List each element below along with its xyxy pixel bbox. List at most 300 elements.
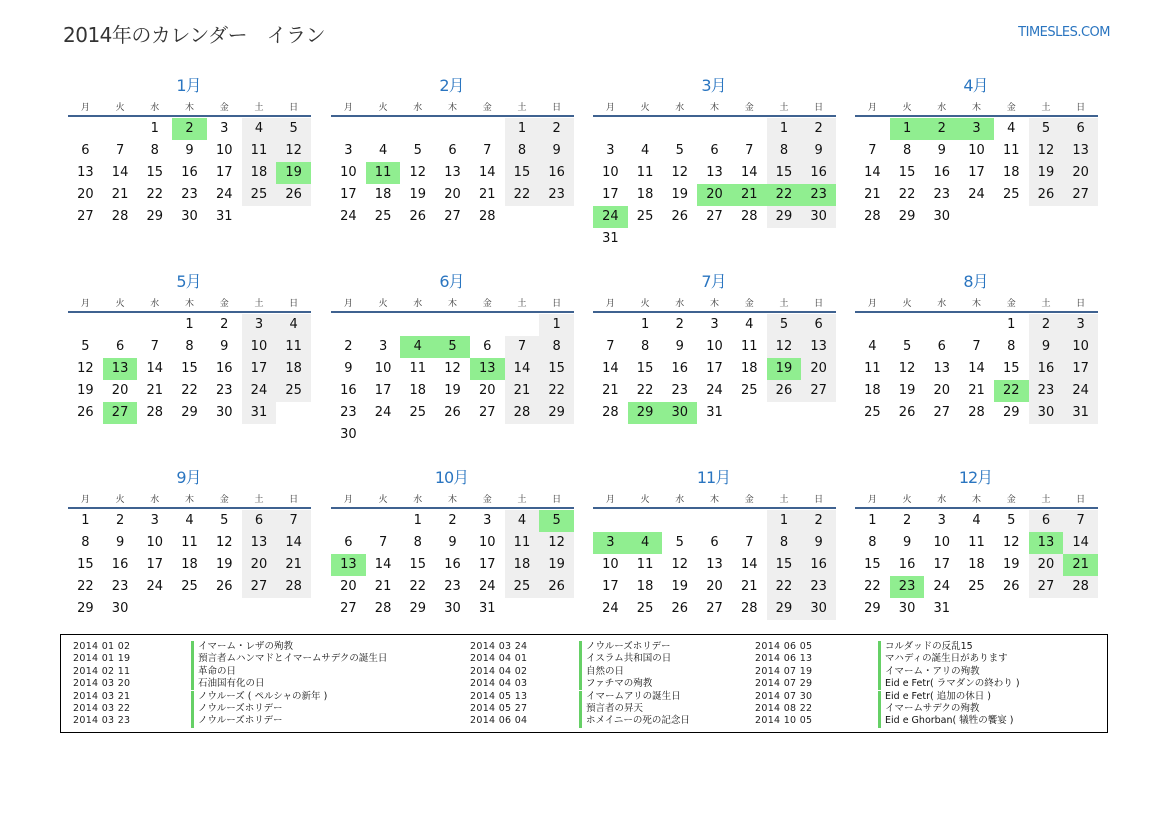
day-cell[interactable]: 15 xyxy=(146,165,164,180)
day-cell[interactable]: 20 xyxy=(1063,162,1098,184)
day-cell[interactable]: 7 xyxy=(745,535,754,550)
day-cell[interactable]: 27 xyxy=(706,601,723,616)
day-cell[interactable]: 25 xyxy=(864,405,881,420)
day-cell[interactable]: 2 xyxy=(344,339,353,354)
day-cell[interactable]: 4 xyxy=(242,118,277,140)
day-cell[interactable]: 26 xyxy=(276,184,311,206)
day-cell[interactable]: 14 xyxy=(968,361,985,376)
day-cell[interactable]: 3 xyxy=(593,532,628,554)
day-cell[interactable]: 11 xyxy=(366,162,401,184)
day-cell[interactable]: 23 xyxy=(539,184,574,206)
day-cell[interactable]: 17 xyxy=(1063,358,1098,380)
day-cell[interactable]: 14 xyxy=(602,361,619,376)
day-cell[interactable]: 20 xyxy=(111,383,129,398)
day-cell[interactable]: 18 xyxy=(505,554,540,576)
day-cell[interactable]: 5 xyxy=(1007,513,1016,528)
day-cell[interactable]: 12 xyxy=(444,361,461,376)
day-cell[interactable]: 2 xyxy=(902,513,912,528)
day-cell[interactable]: 23 xyxy=(933,187,951,202)
day-cell[interactable]: 29 xyxy=(181,405,198,420)
day-cell[interactable]: 13 xyxy=(1063,140,1098,162)
day-cell[interactable]: 18 xyxy=(864,383,881,398)
day-cell[interactable]: 27 xyxy=(103,402,138,424)
day-cell[interactable]: 2 xyxy=(448,513,457,528)
day-cell[interactable]: 27 xyxy=(706,209,723,224)
day-cell[interactable]: 19 xyxy=(671,187,689,202)
day-cell[interactable]: 16 xyxy=(1029,358,1064,380)
day-cell[interactable]: 20 xyxy=(933,383,951,398)
day-cell[interactable]: 8 xyxy=(413,535,422,550)
day-cell[interactable]: 27 xyxy=(242,576,277,598)
day-cell[interactable]: 23 xyxy=(444,579,461,594)
day-cell[interactable]: 1 xyxy=(767,510,802,532)
day-cell[interactable]: 3 xyxy=(378,339,388,354)
day-cell[interactable]: 24 xyxy=(968,187,985,202)
day-cell[interactable]: 12 xyxy=(77,361,94,376)
day-cell[interactable]: 30 xyxy=(181,209,198,224)
day-cell[interactable]: 27 xyxy=(933,405,951,420)
day-cell[interactable]: 21 xyxy=(111,187,129,202)
day-cell[interactable]: 16 xyxy=(933,165,951,180)
day-cell[interactable]: 27 xyxy=(801,380,836,402)
day-cell[interactable]: 21 xyxy=(740,579,758,594)
day-cell[interactable]: 27 xyxy=(444,209,461,224)
day-cell[interactable]: 19 xyxy=(77,383,94,398)
day-cell[interactable]: 10 xyxy=(602,165,619,180)
day-cell[interactable]: 23 xyxy=(801,184,836,206)
day-cell[interactable]: 4 xyxy=(628,532,663,554)
day-cell[interactable]: 6 xyxy=(242,510,277,532)
day-cell[interactable]: 3 xyxy=(242,314,277,336)
day-cell[interactable]: 27 xyxy=(1063,184,1098,206)
day-cell[interactable]: 5 xyxy=(435,336,470,358)
day-cell[interactable]: 22 xyxy=(409,579,427,594)
day-cell[interactable]: 4 xyxy=(378,143,388,158)
day-cell[interactable]: 13 xyxy=(801,336,836,358)
day-cell[interactable]: 24 xyxy=(215,187,233,202)
day-cell[interactable]: 29 xyxy=(628,402,663,424)
day-cell[interactable]: 13 xyxy=(706,557,723,572)
day-cell[interactable]: 12 xyxy=(671,557,689,572)
day-cell[interactable]: 28 xyxy=(602,405,619,420)
day-cell[interactable]: 23 xyxy=(890,576,925,598)
day-cell[interactable]: 17 xyxy=(215,165,233,180)
day-cell[interactable]: 23 xyxy=(215,383,233,398)
day-cell[interactable]: 1 xyxy=(413,513,422,528)
day-cell[interactable]: 2 xyxy=(172,118,207,140)
day-cell[interactable]: 9 xyxy=(675,339,684,354)
day-cell[interactable]: 22 xyxy=(864,579,881,594)
day-cell[interactable]: 21 xyxy=(864,187,881,202)
day-cell[interactable]: 6 xyxy=(115,339,125,354)
day-cell[interactable]: 9 xyxy=(115,535,125,550)
day-cell[interactable]: 10 xyxy=(478,535,496,550)
day-cell[interactable]: 28 xyxy=(740,601,758,616)
day-cell[interactable]: 15 xyxy=(77,557,94,572)
day-cell[interactable]: 2 xyxy=(801,118,836,140)
day-cell[interactable]: 28 xyxy=(505,402,540,424)
day-cell[interactable]: 21 xyxy=(478,187,496,202)
day-cell[interactable]: 4 xyxy=(745,317,754,332)
day-cell[interactable]: 17 xyxy=(242,358,277,380)
day-cell[interactable]: 19 xyxy=(444,383,461,398)
day-cell[interactable]: 1 xyxy=(868,513,877,528)
day-cell[interactable]: 26 xyxy=(77,405,94,420)
day-cell[interactable]: 22 xyxy=(505,184,540,206)
day-cell[interactable]: 23 xyxy=(1029,380,1064,402)
day-cell[interactable]: 6 xyxy=(81,143,90,158)
day-cell[interactable]: 15 xyxy=(539,358,574,380)
day-cell[interactable]: 6 xyxy=(937,339,946,354)
day-cell[interactable]: 10 xyxy=(968,143,985,158)
day-cell[interactable]: 11 xyxy=(181,535,198,550)
day-cell[interactable]: 6 xyxy=(1029,510,1064,532)
day-cell[interactable]: 7 xyxy=(745,143,754,158)
day-cell[interactable]: 7 xyxy=(868,143,877,158)
day-cell[interactable]: 21 xyxy=(602,383,619,398)
day-cell[interactable]: 21 xyxy=(1063,554,1098,576)
day-cell[interactable]: 25 xyxy=(1002,187,1020,202)
day-cell[interactable]: 20 xyxy=(340,579,357,594)
day-cell[interactable]: 20 xyxy=(697,184,732,206)
day-cell[interactable]: 24 xyxy=(374,405,392,420)
day-cell[interactable]: 12 xyxy=(1029,140,1064,162)
day-cell[interactable]: 23 xyxy=(111,579,129,594)
day-cell[interactable]: 15 xyxy=(505,162,540,184)
day-cell[interactable]: 29 xyxy=(146,209,164,224)
day-cell[interactable]: 7 xyxy=(276,510,311,532)
day-cell[interactable]: 25 xyxy=(374,209,392,224)
day-cell[interactable]: 25 xyxy=(181,579,198,594)
day-cell[interactable]: 11 xyxy=(968,535,985,550)
day-cell[interactable]: 7 xyxy=(115,143,125,158)
day-cell[interactable]: 11 xyxy=(864,361,881,376)
day-cell[interactable]: 4 xyxy=(972,513,981,528)
day-cell[interactable]: 2 xyxy=(801,510,836,532)
day-cell[interactable]: 3 xyxy=(937,513,946,528)
day-cell[interactable]: 31 xyxy=(933,601,951,616)
day-cell[interactable]: 14 xyxy=(864,165,881,180)
day-cell[interactable]: 11 xyxy=(409,361,427,376)
day-cell[interactable]: 13 xyxy=(470,358,505,380)
day-cell[interactable]: 14 xyxy=(1063,532,1098,554)
day-cell[interactable]: 30 xyxy=(444,601,461,616)
day-cell[interactable]: 22 xyxy=(539,380,574,402)
day-cell[interactable]: 4 xyxy=(400,336,435,358)
day-cell[interactable]: 26 xyxy=(1002,579,1020,594)
day-cell[interactable]: 1 xyxy=(1007,317,1016,332)
day-cell[interactable]: 24 xyxy=(602,601,619,616)
day-cell[interactable]: 15 xyxy=(898,165,916,180)
day-cell[interactable]: 19 xyxy=(1002,557,1020,572)
day-cell[interactable]: 26 xyxy=(409,209,427,224)
day-cell[interactable]: 4 xyxy=(1007,121,1016,136)
day-cell[interactable]: 28 xyxy=(740,209,758,224)
day-cell[interactable]: 27 xyxy=(478,405,496,420)
day-cell[interactable]: 31 xyxy=(215,209,233,224)
day-cell[interactable]: 5 xyxy=(675,535,684,550)
day-cell[interactable]: 13 xyxy=(331,554,366,576)
day-cell[interactable]: 17 xyxy=(340,187,357,202)
day-cell[interactable]: 29 xyxy=(767,206,802,228)
day-cell[interactable]: 7 xyxy=(972,339,981,354)
day-cell[interactable]: 30 xyxy=(801,598,836,620)
day-cell[interactable]: 19 xyxy=(767,358,802,380)
day-cell[interactable]: 7 xyxy=(150,339,159,354)
day-cell[interactable]: 8 xyxy=(505,140,540,162)
day-cell[interactable]: 3 xyxy=(606,143,615,158)
day-cell[interactable]: 7 xyxy=(606,339,615,354)
day-cell[interactable]: 8 xyxy=(81,535,90,550)
day-cell[interactable]: 19 xyxy=(215,557,233,572)
day-cell[interactable]: 31 xyxy=(1063,402,1098,424)
day-cell[interactable]: 6 xyxy=(710,143,719,158)
day-cell[interactable]: 16 xyxy=(801,554,836,576)
day-cell[interactable]: 25 xyxy=(740,383,758,398)
day-cell[interactable]: 18 xyxy=(1002,165,1020,180)
day-cell[interactable]: 14 xyxy=(374,557,392,572)
day-cell[interactable]: 3 xyxy=(1063,314,1098,336)
day-cell[interactable]: 30 xyxy=(340,427,357,442)
day-cell[interactable]: 24 xyxy=(1063,380,1098,402)
day-cell[interactable]: 16 xyxy=(898,557,916,572)
day-cell[interactable]: 5 xyxy=(276,118,311,140)
day-cell[interactable]: 17 xyxy=(374,383,392,398)
day-cell[interactable]: 16 xyxy=(801,162,836,184)
day-cell[interactable]: 9 xyxy=(801,140,836,162)
day-cell[interactable]: 10 xyxy=(340,165,357,180)
day-cell[interactable]: 17 xyxy=(602,579,619,594)
day-cell[interactable]: 16 xyxy=(340,383,357,398)
day-cell[interactable]: 3 xyxy=(483,513,492,528)
day-cell[interactable]: 10 xyxy=(242,336,277,358)
day-cell[interactable]: 4 xyxy=(640,143,650,158)
day-cell[interactable]: 9 xyxy=(902,535,912,550)
day-cell[interactable]: 21 xyxy=(968,383,985,398)
day-cell[interactable]: 31 xyxy=(242,402,277,424)
day-cell[interactable]: 24 xyxy=(706,383,723,398)
day-cell[interactable]: 10 xyxy=(1063,336,1098,358)
day-cell[interactable]: 23 xyxy=(801,576,836,598)
day-cell[interactable]: 11 xyxy=(276,336,311,358)
day-cell[interactable]: 6 xyxy=(344,535,353,550)
day-cell[interactable]: 28 xyxy=(111,209,129,224)
day-cell[interactable]: 12 xyxy=(409,165,427,180)
day-cell[interactable]: 5 xyxy=(539,510,574,532)
day-cell[interactable]: 23 xyxy=(181,187,198,202)
day-cell[interactable]: 30 xyxy=(215,405,233,420)
day-cell[interactable]: 30 xyxy=(662,402,697,424)
day-cell[interactable]: 1 xyxy=(767,118,802,140)
day-cell[interactable]: 2 xyxy=(675,317,684,332)
day-cell[interactable]: 27 xyxy=(1029,576,1064,598)
day-cell[interactable]: 12 xyxy=(539,532,574,554)
day-cell[interactable]: 8 xyxy=(767,140,802,162)
day-cell[interactable]: 31 xyxy=(602,231,619,246)
day-cell[interactable]: 24 xyxy=(478,579,496,594)
day-cell[interactable]: 9 xyxy=(801,532,836,554)
day-cell[interactable]: 17 xyxy=(478,557,496,572)
day-cell[interactable]: 2 xyxy=(115,513,125,528)
day-cell[interactable]: 25 xyxy=(505,576,540,598)
day-cell[interactable]: 3 xyxy=(344,143,353,158)
day-cell[interactable]: 23 xyxy=(340,405,357,420)
day-cell[interactable]: 4 xyxy=(276,314,311,336)
day-cell[interactable]: 1 xyxy=(81,513,90,528)
day-cell[interactable]: 22 xyxy=(77,579,94,594)
day-cell[interactable]: 19 xyxy=(276,162,311,184)
day-cell[interactable]: 1 xyxy=(539,314,574,336)
day-cell[interactable]: 26 xyxy=(539,576,574,598)
day-cell[interactable]: 24 xyxy=(146,579,164,594)
day-cell[interactable]: 18 xyxy=(374,187,392,202)
day-cell[interactable]: 9 xyxy=(1029,336,1064,358)
day-cell[interactable]: 7 xyxy=(378,535,388,550)
day-cell[interactable]: 10 xyxy=(215,143,233,158)
day-cell[interactable]: 8 xyxy=(868,535,877,550)
brand-link[interactable]: TIMESLES.COM xyxy=(1018,25,1110,40)
day-cell[interactable]: 20 xyxy=(478,383,496,398)
day-cell[interactable]: 19 xyxy=(671,579,689,594)
day-cell[interactable]: 18 xyxy=(242,162,277,184)
day-cell[interactable]: 2 xyxy=(924,118,959,140)
day-cell[interactable]: 22 xyxy=(146,187,164,202)
day-cell[interactable]: 30 xyxy=(111,601,129,616)
day-cell[interactable]: 5 xyxy=(413,143,422,158)
day-cell[interactable]: 17 xyxy=(706,361,723,376)
day-cell[interactable]: 25 xyxy=(636,601,654,616)
day-cell[interactable]: 8 xyxy=(539,336,574,358)
day-cell[interactable]: 11 xyxy=(242,140,277,162)
day-cell[interactable]: 4 xyxy=(185,513,194,528)
day-cell[interactable]: 1 xyxy=(150,121,159,136)
day-cell[interactable]: 16 xyxy=(671,361,689,376)
day-cell[interactable]: 7 xyxy=(483,143,492,158)
day-cell[interactable]: 6 xyxy=(801,314,836,336)
day-cell[interactable]: 18 xyxy=(636,579,654,594)
day-cell[interactable]: 24 xyxy=(340,209,357,224)
day-cell[interactable]: 15 xyxy=(181,361,198,376)
day-cell[interactable]: 21 xyxy=(146,383,164,398)
day-cell[interactable]: 22 xyxy=(994,380,1029,402)
day-cell[interactable]: 6 xyxy=(448,143,457,158)
day-cell[interactable]: 3 xyxy=(710,317,719,332)
day-cell[interactable]: 22 xyxy=(767,576,802,598)
day-cell[interactable]: 5 xyxy=(675,143,684,158)
day-cell[interactable]: 10 xyxy=(602,557,619,572)
day-cell[interactable]: 24 xyxy=(593,206,628,228)
day-cell[interactable]: 20 xyxy=(444,187,461,202)
day-cell[interactable]: 11 xyxy=(740,339,758,354)
day-cell[interactable]: 6 xyxy=(483,339,492,354)
day-cell[interactable]: 7 xyxy=(1063,510,1098,532)
day-cell[interactable]: 1 xyxy=(505,118,540,140)
day-cell[interactable]: 26 xyxy=(671,601,689,616)
day-cell[interactable]: 11 xyxy=(505,532,540,554)
day-cell[interactable]: 17 xyxy=(146,557,164,572)
day-cell[interactable]: 9 xyxy=(539,140,574,162)
day-cell[interactable]: 12 xyxy=(1002,535,1020,550)
day-cell[interactable]: 31 xyxy=(706,405,723,420)
day-cell[interactable]: 1 xyxy=(890,118,925,140)
day-cell[interactable]: 16 xyxy=(444,557,461,572)
day-cell[interactable]: 27 xyxy=(340,601,357,616)
day-cell[interactable]: 16 xyxy=(215,361,233,376)
day-cell[interactable]: 20 xyxy=(77,187,94,202)
day-cell[interactable]: 2 xyxy=(220,317,229,332)
day-cell[interactable]: 15 xyxy=(767,554,802,576)
day-cell[interactable]: 7 xyxy=(505,336,540,358)
day-cell[interactable]: 20 xyxy=(242,554,277,576)
day-cell[interactable]: 10 xyxy=(146,535,164,550)
day-cell[interactable]: 3 xyxy=(959,118,994,140)
day-cell[interactable]: 18 xyxy=(276,358,311,380)
day-cell[interactable]: 28 xyxy=(478,209,496,224)
day-cell[interactable]: 13 xyxy=(933,361,951,376)
day-cell[interactable]: 28 xyxy=(864,209,881,224)
day-cell[interactable]: 19 xyxy=(1029,162,1064,184)
day-cell[interactable]: 19 xyxy=(539,554,574,576)
day-cell[interactable]: 14 xyxy=(740,165,758,180)
day-cell[interactable]: 22 xyxy=(181,383,198,398)
day-cell[interactable]: 8 xyxy=(1007,339,1016,354)
day-cell[interactable]: 13 xyxy=(444,165,461,180)
day-cell[interactable]: 28 xyxy=(276,576,311,598)
day-cell[interactable]: 14 xyxy=(146,361,164,376)
day-cell[interactable]: 29 xyxy=(77,601,94,616)
day-cell[interactable]: 14 xyxy=(111,165,129,180)
day-cell[interactable]: 27 xyxy=(77,209,94,224)
day-cell[interactable]: 20 xyxy=(706,579,723,594)
day-cell[interactable]: 14 xyxy=(276,532,311,554)
day-cell[interactable]: 1 xyxy=(185,317,194,332)
day-cell[interactable]: 20 xyxy=(801,358,836,380)
day-cell[interactable]: 11 xyxy=(636,165,654,180)
day-cell[interactable]: 14 xyxy=(505,358,540,380)
day-cell[interactable]: 29 xyxy=(767,598,802,620)
day-cell[interactable]: 8 xyxy=(185,339,194,354)
day-cell[interactable]: 29 xyxy=(1002,405,1020,420)
day-cell[interactable]: 15 xyxy=(409,557,427,572)
day-cell[interactable]: 25 xyxy=(242,184,277,206)
day-cell[interactable]: 22 xyxy=(636,383,654,398)
day-cell[interactable]: 26 xyxy=(444,405,461,420)
day-cell[interactable]: 2 xyxy=(539,118,574,140)
day-cell[interactable]: 16 xyxy=(181,165,198,180)
day-cell[interactable]: 10 xyxy=(933,535,951,550)
day-cell[interactable]: 29 xyxy=(539,402,574,424)
day-cell[interactable]: 17 xyxy=(968,165,985,180)
day-cell[interactable]: 15 xyxy=(864,557,881,572)
day-cell[interactable]: 2 xyxy=(1029,314,1064,336)
day-cell[interactable]: 19 xyxy=(409,187,427,202)
day-cell[interactable]: 12 xyxy=(898,361,916,376)
day-cell[interactable]: 26 xyxy=(215,579,233,594)
day-cell[interactable]: 12 xyxy=(215,535,233,550)
day-cell[interactable]: 11 xyxy=(636,557,654,572)
day-cell[interactable]: 22 xyxy=(898,187,916,202)
day-cell[interactable]: 18 xyxy=(409,383,427,398)
day-cell[interactable]: 28 xyxy=(968,405,985,420)
day-cell[interactable]: 8 xyxy=(640,339,650,354)
day-cell[interactable]: 9 xyxy=(937,143,946,158)
day-cell[interactable]: 5 xyxy=(902,339,912,354)
day-cell[interactable]: 17 xyxy=(602,187,619,202)
day-cell[interactable]: 30 xyxy=(801,206,836,228)
day-cell[interactable]: 5 xyxy=(767,314,802,336)
day-cell[interactable]: 8 xyxy=(150,143,159,158)
day-cell[interactable]: 3 xyxy=(220,121,229,136)
